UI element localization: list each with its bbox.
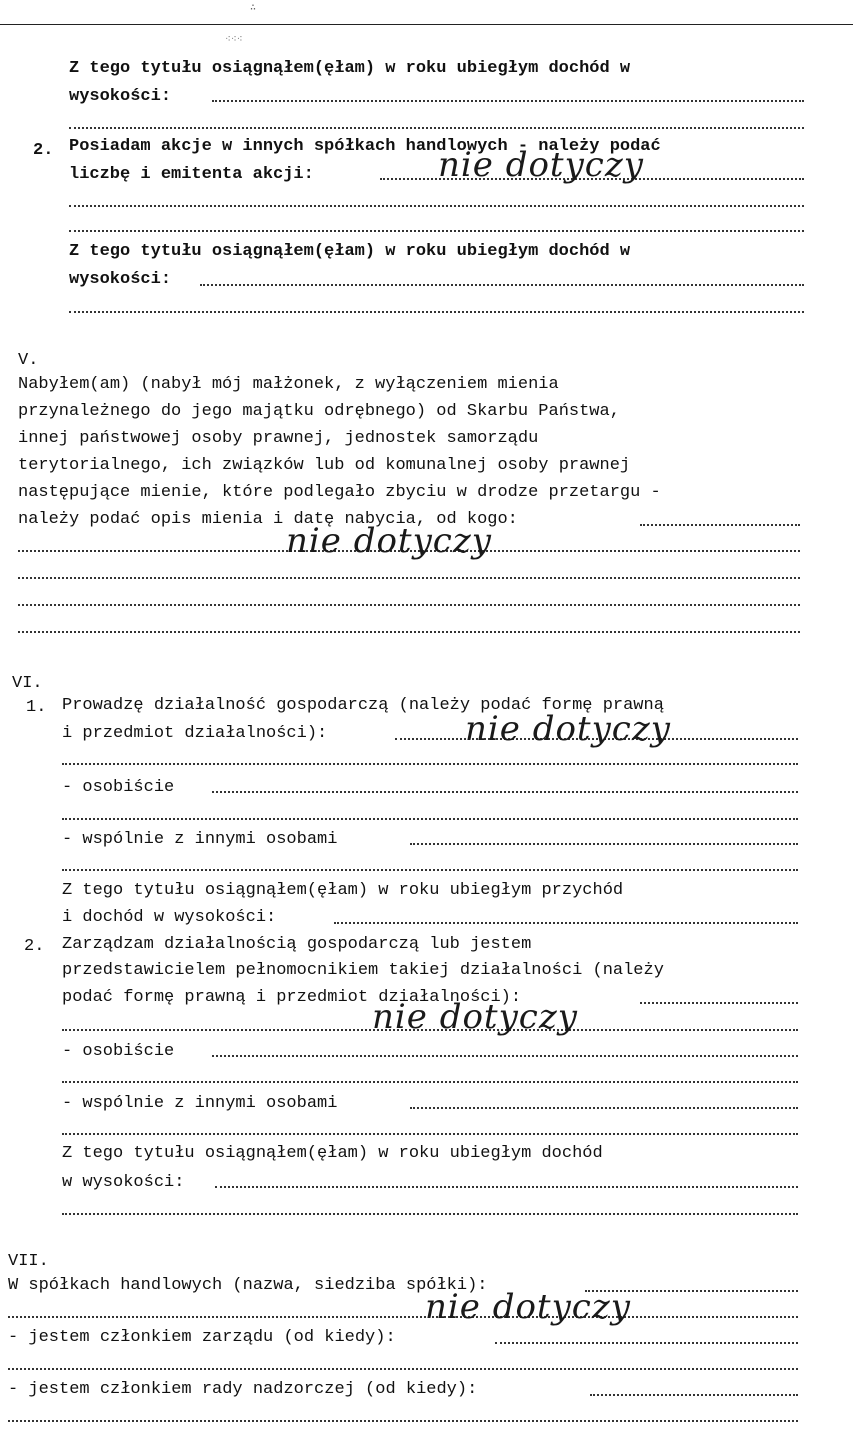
fill-line[interactable]: [215, 1186, 798, 1188]
income-line-1: Z tego tytułu osiągnąłem(ęłam) w roku ubiegłym dochód: [62, 1144, 603, 1163]
q1-number: 1.: [26, 698, 47, 717]
jointly-label: - wspólnie z innymi osobami: [62, 830, 338, 849]
fill-line[interactable]: [69, 205, 804, 207]
fill-line[interactable]: [200, 284, 804, 286]
personally-label: - osobiście: [62, 1042, 175, 1061]
fill-line[interactable]: [8, 1368, 798, 1370]
handwritten-answer: nie dotyczy: [465, 709, 671, 749]
fill-line[interactable]: [410, 843, 798, 845]
jointly-label: - wspólnie z innymi osobami: [62, 1094, 338, 1113]
fill-line[interactable]: [62, 1213, 798, 1215]
income-line-2: w wysokości:: [62, 1173, 185, 1192]
management-question-line-3: podać formę prawną i przedmiot działalności):: [62, 988, 522, 1007]
section-vi-heading: VI.: [12, 674, 43, 693]
fill-line[interactable]: [18, 604, 800, 606]
fill-line[interactable]: [212, 1055, 798, 1057]
top-rule: [0, 24, 853, 25]
section-v-line: przynależnego do jego majątku odrębnego) od Skarbu Państwa,: [18, 402, 620, 421]
q2-number: 2.: [24, 937, 45, 956]
fill-line[interactable]: [62, 818, 798, 820]
fill-line[interactable]: [18, 577, 800, 579]
section-v-heading: V.: [18, 351, 39, 370]
section-v-line: innej państwowej osoby prawnej, jednostek samorządu: [18, 429, 539, 448]
fill-line[interactable]: [590, 1394, 798, 1396]
fill-line[interactable]: [62, 763, 798, 765]
fill-line[interactable]: [640, 524, 800, 526]
fill-line[interactable]: [640, 1002, 798, 1004]
scan-noise: ∴: [250, 3, 257, 14]
fill-line[interactable]: [8, 1420, 798, 1422]
business-question-line-1: Prowadzę działalność gospodarczą (należy podać formę prawną: [62, 696, 664, 715]
income-line-2: wysokości:: [69, 87, 172, 106]
board-member-label: - jestem członkiem zarządu (od kiedy):: [8, 1328, 396, 1347]
companies-line: W spółkach handlowych (nazwa, siedziba spółki):: [8, 1276, 488, 1295]
fill-line[interactable]: [18, 631, 800, 633]
section-v-line: należy podać opis mienia i datę nabycia, od kogo:: [18, 510, 518, 529]
fill-line[interactable]: [69, 311, 804, 313]
fill-line[interactable]: [69, 127, 804, 129]
fill-line[interactable]: [212, 791, 798, 793]
business-question-line-2: i przedmiot działalności):: [62, 724, 328, 743]
income-line-2: wysokości:: [69, 270, 172, 289]
fill-line[interactable]: [62, 1081, 798, 1083]
management-question-line-2: przedstawicielem pełnomocnikiem takiej działalności (należy: [62, 961, 664, 980]
supervisory-board-label: - jestem członkiem rady nadzorczej (od kiedy):: [8, 1380, 478, 1399]
personally-label: - osobiście: [62, 778, 175, 797]
fill-line[interactable]: [8, 1316, 798, 1318]
q2-number: 2.: [33, 141, 54, 160]
fill-line[interactable]: [334, 922, 798, 924]
handwritten-answer: nie dotyczy: [286, 521, 492, 561]
income-line-1: Z tego tytułu osiągnąłem(ęłam) w roku ubiegłym dochód w: [69, 59, 631, 78]
fill-line[interactable]: [62, 1133, 798, 1135]
fill-line[interactable]: [212, 100, 804, 102]
fill-line[interactable]: [62, 869, 798, 871]
shares-question-line-1: Posiadam akcje w innych spółkach handlowych - należy podać: [69, 137, 661, 156]
fill-line[interactable]: [410, 1107, 798, 1109]
handwritten-answer: nie dotyczy: [372, 997, 578, 1037]
revenue-line-2: i dochód w wysokości:: [62, 908, 277, 927]
section-vii-heading: VII.: [8, 1252, 49, 1271]
handwritten-answer: nie dotyczy: [425, 1287, 631, 1327]
shares-question-line-2: liczbę i emitenta akcji:: [69, 165, 314, 184]
fill-line[interactable]: [495, 1342, 798, 1344]
section-v-line: następujące mienie, które podlegało zbyciu w drodze przetargu -: [18, 483, 661, 502]
section-v-line: Nabyłem(am) (nabył mój małżonek, z wyłączeniem mienia: [18, 375, 559, 394]
management-question-line-1: Zarządzam działalnością gospodarczą lub jestem: [62, 935, 532, 954]
section-v-line: terytorialnego, ich związków lub od komunalnej osoby prawnej: [18, 456, 631, 475]
income-line-1: Z tego tytułu osiągnąłem(ęłam) w roku ubiegłym dochód w: [69, 242, 631, 261]
revenue-line-1: Z tego tytułu osiągnąłem(ęłam) w roku ubiegłym przychód: [62, 881, 624, 900]
handwritten-answer: nie dotyczy: [438, 145, 644, 185]
fill-line[interactable]: [69, 230, 804, 232]
scan-noise: ⁖⁖⁖: [225, 35, 243, 46]
